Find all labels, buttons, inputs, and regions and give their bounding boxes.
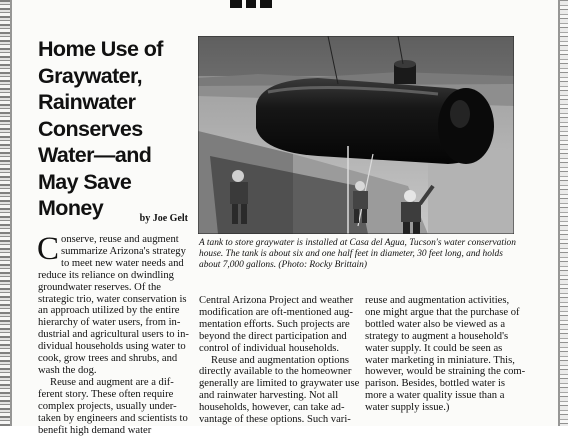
text-line: cook, grow trees and shrubs, and — [38, 353, 193, 365]
byline: by Joe Gelt — [40, 213, 188, 224]
text-line: water supply issue.) — [365, 402, 518, 414]
text-line: strategy to augment a household's — [365, 331, 518, 343]
text-line: ferent story. These often require — [38, 389, 193, 401]
photo-illustration — [198, 36, 514, 234]
text-line: to meet new water needs and — [38, 258, 193, 270]
text-line: hierarchy of water users, from in- — [38, 317, 193, 329]
text-line: taken by engineers and scientists to — [38, 413, 193, 425]
headline-line: Conserves — [38, 116, 188, 143]
headline-line: Rainwater — [38, 89, 188, 116]
text-line: dividual households using water to — [38, 341, 193, 353]
headline-line: Water—and — [38, 142, 188, 169]
article-headline — [38, 36, 188, 222]
text-line: complex projects, usually under- — [38, 401, 193, 413]
headline-line: Money — [38, 195, 188, 222]
text-line: summarize Arizona's strategy — [38, 246, 193, 258]
text-line: groundwater reserves. Of the — [38, 282, 193, 294]
text-line: an approach utilized by the entire — [38, 305, 193, 317]
text-line: bottled water also be viewed as a — [365, 319, 518, 331]
text-line: and rainwater harvesting. Not all — [199, 390, 356, 402]
text-line: vantage of these options. Such vari- — [199, 414, 356, 426]
text-line: water marketing in miniature. This, — [365, 355, 518, 367]
text-line: control of individual households. — [199, 343, 356, 355]
header-mark — [230, 0, 272, 8]
text-line: wash the dog. — [38, 365, 193, 377]
text-line: directly available to the homeowner — [199, 366, 356, 378]
text-line: parison. Besides, bottled water is — [365, 378, 518, 390]
headline-line: Home Use of — [38, 36, 188, 63]
text-line: reduce its reliance on dwindling — [38, 270, 193, 282]
text-line: reuse and augmentation activities, — [365, 295, 518, 307]
article-column-3 — [365, 295, 518, 414]
text-line: dustrial and agricultural users to in- — [38, 329, 193, 341]
scan-border-left — [0, 0, 11, 426]
headline-line: May Save — [38, 169, 188, 196]
text-line: onserve, reuse and augment — [38, 234, 193, 246]
text-line: beyond the direct participation and — [199, 331, 356, 343]
text-line: more a water quality issue than a — [365, 390, 518, 402]
article-column-1 — [38, 234, 193, 436]
scan-border-right — [558, 0, 568, 426]
photo-caption: A tank to store graywater is installed at Casa del Agua, Tucson's water conservation house. The tank is about six and one half feet in diameter, 30 feet long, and holds about 7,000 gallons. (Photo: Rocky Brittain) — [199, 238, 517, 271]
text-line: strategic trio, water conservation is — [38, 294, 193, 306]
text-line: Central Arizona Project and weather — [199, 295, 356, 307]
text-line: however, would be straining the com- — [365, 366, 518, 378]
text-line: water supply. It could be seen as — [365, 343, 518, 355]
text-line: generally are limited to graywater use — [199, 378, 356, 390]
text-line: modification are oft-mentioned aug- — [199, 307, 356, 319]
article-column-2 — [199, 295, 356, 426]
text-line: one might argue that the purchase of — [365, 307, 518, 319]
text-line: Reuse and augment are a dif- — [38, 377, 193, 389]
graywater-tank-photo — [198, 36, 514, 234]
text-line: benefit high demand water — [38, 425, 193, 436]
headline-line: Graywater, — [38, 63, 188, 90]
drop-cap: C — [37, 235, 59, 263]
text-line: mentation efforts. Such projects are — [199, 319, 356, 331]
text-line: households, however, can take ad- — [199, 402, 356, 414]
text-line: Reuse and augmentation options — [199, 355, 356, 367]
